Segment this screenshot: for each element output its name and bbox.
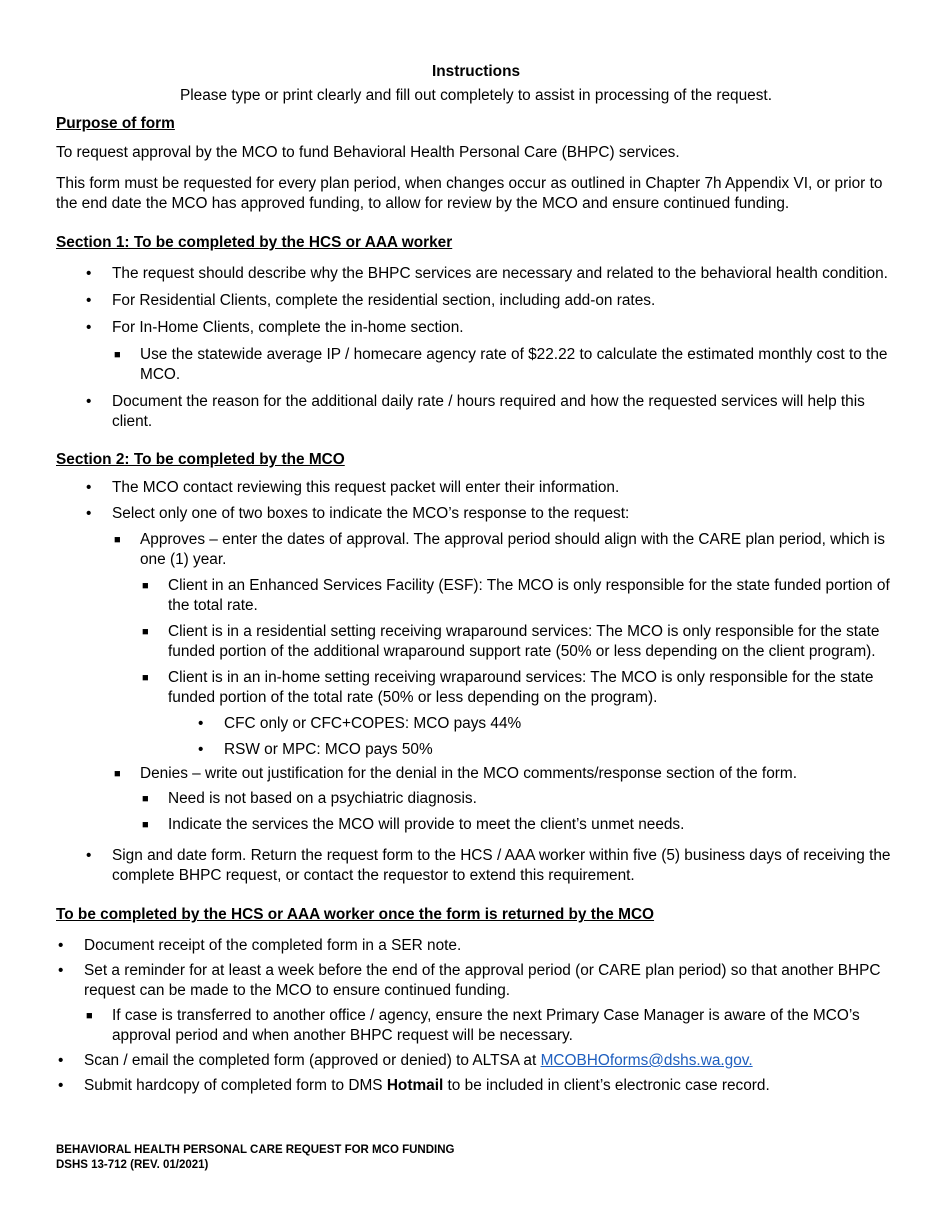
form-footer (56, 1143, 454, 1173)
bullet-marker: • (58, 937, 64, 954)
bullet-marker: • (86, 847, 92, 864)
purpose-paragraph-1: To request approval by the MCO to fund Behavioral Health Personal Care (BHPC) services. (56, 144, 680, 161)
bullet-marker: • (86, 265, 92, 282)
list-item-text: For Residential Clients, complete the residential section, including add-on rates. (112, 292, 656, 309)
section2-list (56, 478, 896, 886)
list-item-text: Denies – write out justification for the denial in the MCO comments/response section of the form. (140, 765, 797, 782)
list-item (56, 576, 896, 616)
purpose-heading: Purpose of form (56, 115, 175, 132)
square-marker: ■ (114, 768, 121, 780)
list-item-text: Document the reason for the additional daily rate / hours required and how the requested services will help this client. (112, 393, 865, 430)
purpose-paragraph-2: This form must be requested for every plan period, when changes occur as outlined in Chapter 7h Appendix VI, or prior to the end date the MCO has approved funding, to allow for review by the MCO and ensure continued funding. (56, 175, 883, 212)
list-item-text: Need is not based on a psychiatric diagnosis. (168, 790, 477, 807)
bullet-marker: • (86, 292, 92, 309)
list-item (56, 318, 896, 338)
returned-heading: To be completed by the HCS or AAA worker once the form is returned by the MCO (56, 906, 655, 923)
list-item (56, 504, 896, 524)
list-item-text: to be included in client’s electronic case record. (443, 1077, 770, 1094)
bullet-marker: • (198, 741, 204, 758)
list-item (56, 345, 896, 385)
list-item (56, 1051, 896, 1071)
list-item-text: If case is transferred to another office / agency, ensure the next Primary Case Manager is aware of the MCO’s approval period and when another BHPC request will be necessary. (112, 1007, 860, 1044)
list-item-text: Select only one of two boxes to indicate the MCO’s response to the request: (112, 505, 630, 522)
list-item (56, 714, 896, 734)
page-title: Instructions (431, 63, 521, 80)
square-marker: ■ (142, 626, 149, 638)
square-marker: ■ (142, 793, 149, 805)
list-item-text: Sign and date form. Return the request form to the HCS / AAA worker within five (5) business days of receiving the complete BHPC request, or contact the requestor to extend this requirement. (112, 847, 891, 884)
footer-form-number: DSHS 13-712 (REV. 01/2021) (56, 1159, 209, 1171)
square-marker: ■ (142, 819, 149, 831)
bullet-marker: • (58, 1052, 64, 1069)
square-marker: ■ (142, 672, 149, 684)
list-item-text: The MCO contact reviewing this request packet will enter their information. (112, 479, 620, 496)
square-marker: ■ (142, 580, 149, 592)
list-item-text: For In-Home Clients, complete the in-home section. (112, 319, 464, 336)
square-marker: ■ (114, 349, 121, 361)
section1-heading: Section 1: To be completed by the HCS or AAA worker (56, 234, 453, 251)
footer-form-title: BEHAVIORAL HEALTH PERSONAL CARE REQUEST FOR MCO FUNDING (56, 1144, 455, 1156)
bullet-marker: • (86, 479, 92, 496)
bullet-marker: • (86, 505, 92, 522)
list-item (56, 291, 896, 311)
list-item (56, 740, 896, 760)
bullet-marker: • (198, 715, 204, 732)
instructions-page (56, 62, 896, 1096)
list-item (56, 936, 896, 956)
bullet-marker: • (86, 319, 92, 336)
list-item-text: Document receipt of the completed form in a SER note. (84, 937, 462, 954)
list-item-text: Submit hardcopy of completed form to DMS (84, 1077, 387, 1094)
list-item (56, 815, 896, 835)
bullet-marker: • (58, 1077, 64, 1094)
list-item-text: Client is in an in-home setting receiving wraparound services: The MCO is only responsible for the state funded portion of the total rate (50% or less depending on the program). (168, 669, 874, 706)
list-item (56, 1006, 896, 1046)
list-item-text: The request should describe why the BHPC services are necessary and related to the behavioral health condition. (112, 265, 888, 282)
section1-list (56, 264, 896, 432)
list-item-text: Indicate the services the MCO will provide to meet the client’s unmet needs. (168, 816, 685, 833)
list-item (56, 668, 896, 708)
list-item-text: Approves – enter the dates of approval. The approval period should align with the CARE plan period, which is one (1) year. (140, 531, 885, 568)
list-item (56, 264, 896, 284)
list-item (56, 478, 896, 498)
list-item-text: Client in an Enhanced Services Facility (ESF): The MCO is only responsible for the state funded portion of the total rate. (168, 577, 890, 614)
list-item (56, 764, 896, 784)
list-item (56, 789, 896, 809)
list-item (56, 392, 896, 432)
list-item (56, 622, 896, 662)
list-item (56, 961, 896, 1001)
list-item (56, 846, 896, 886)
list-item (56, 530, 896, 570)
email-link[interactable]: MCOBHOforms@dshs.wa.gov. (540, 1052, 753, 1069)
list-item-text: RSW or MPC: MCO pays 50% (224, 741, 433, 758)
bullet-marker: • (58, 962, 64, 979)
list-item (56, 1076, 896, 1096)
square-marker: ■ (86, 1010, 93, 1022)
bullet-marker: • (86, 393, 92, 410)
list-item-text: Set a reminder for at least a week before the end of the approval period (or CARE plan period) so that another BHPC request can be made to the MCO to ensure continued funding. (84, 962, 881, 999)
returned-list (56, 936, 896, 1096)
list-item-text: Use the statewide average IP / homecare agency rate of $22.22 to calculate the estimated monthly cost to the MCO. (140, 346, 888, 383)
section2-heading: Section 2: To be completed by the MCO (56, 451, 345, 468)
list-item-text: CFC only or CFC+COPES: MCO pays 44% (224, 715, 522, 732)
square-marker: ■ (114, 534, 121, 546)
list-item-text: Scan / email the completed form (approved or denied) to ALTSA at (84, 1052, 541, 1069)
list-item-text: Client is in a residential setting receiving wraparound services: The MCO is only responsible for the state funded portion of the additional wraparound support rate (50% or less depending on the client program). (168, 623, 880, 660)
hotmail-label: Hotmail (386, 1077, 444, 1094)
page-subtitle: Please type or print clearly and fill out completely to assist in processing of the request. (180, 87, 772, 104)
